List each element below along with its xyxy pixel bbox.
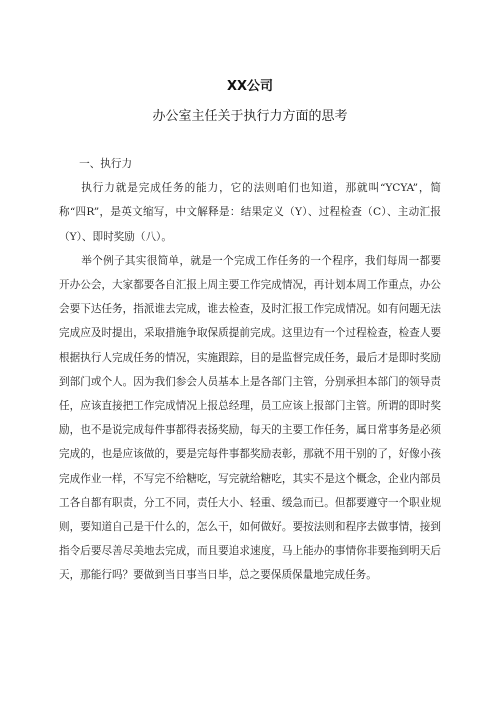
company-name: XX公司 [226,79,274,94]
paragraph-example: 举个例子其实很简单，就是一个完成工作任务的一个程序，我们每周一都要开办公会，大家都要各自汇报上周主要工作完成情况，再计划本周工作重点，办公会要下达任务，指派谁去完成，谁去检查，及时汇报工作完成情况。如有问题无法完成应及时提出，采取措施争取保质提前完成。这里边有一个过程检查，检查人要根据执行人完成任务的情况，实施跟踪，目的是监督完成任务，最后才是即时奖励到部门或个人。因为我们参会人员基本上是各部门主管，分别承担本部门的领导责任，应该直接把工作完成情况上报总经理，员工应该上报部门主管。所谓的即时奖励，也不是说完成每件事都得表扬奖励，每天的主要工作任务，属日常事务是必须完成的，也是应该做的，要是完每件事都奖励表彰，那就不用干别的了，好像小孩完成作业一样，不写完不给糖吃，写完就给糖吃，其实不是这个概念，企业内部员工各自都有职责，分工不同，责任大小、轻重、缓急而已。但都要遵守一个职业规则，要知道自己是干什么的，怎么干，如何做好。要按法则和程序去做事情，接到指令后要尽善尽美地去完成，而且要追求速度，马上能办的事情你非要拖到明天后天，那能行吗？要做到当日事当日毕，总之要保质保量地完成任务。 [59,254,441,582]
document-title: 办公室主任关于执行力方面的思考 [152,109,348,124]
document-body [59,152,441,588]
paragraph-definition: 执行力就是完成任务的能力，它的法则咱们也知道，那就叫“YCYA”，简称“四R”，是英文缩写，中文解释是：结果定义（Y）、过程检查（C）、主动汇报（Y）、即时奖励（八）。 [59,182,441,243]
section-heading: 一、执行力 [79,158,133,170]
